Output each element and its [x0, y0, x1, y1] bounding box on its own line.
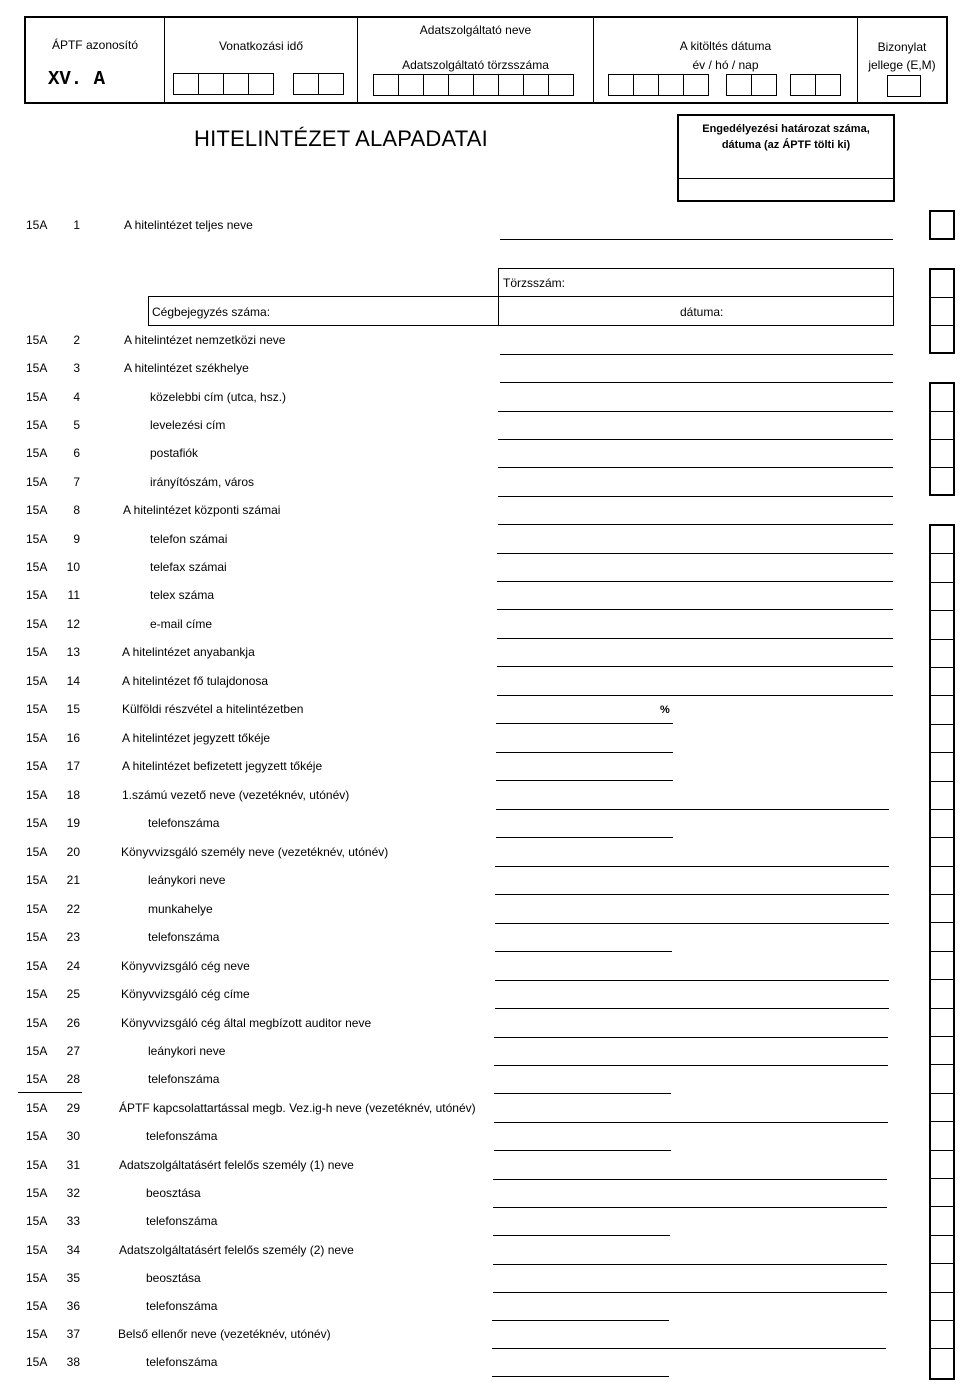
answer-line-6[interactable]: [498, 467, 893, 468]
answer-line-25[interactable]: [495, 1008, 889, 1009]
vonatkozasi-year-boxes[interactable]: [173, 73, 274, 95]
answer-line-9[interactable]: [497, 553, 893, 554]
row-number: 27: [66, 1044, 80, 1058]
row-code: 15A: [26, 987, 48, 1001]
answer-line-3[interactable]: [500, 382, 893, 383]
vonatkozasi-cell: [165, 18, 358, 102]
answer-line-14[interactable]: [497, 695, 893, 696]
row-label: közelebbi cím (utca, hsz.): [150, 390, 287, 404]
row-label: Könyvvizsgáló cég címe: [121, 987, 250, 1001]
answer-line-34[interactable]: [493, 1264, 887, 1265]
row-label: telefon számai: [150, 532, 228, 546]
engedelyezesi-text: [679, 121, 893, 153]
row-code: 15A: [26, 873, 48, 887]
bizonylat-cell: [858, 18, 946, 102]
form-row: [0, 1044, 974, 1080]
answer-line-35[interactable]: [493, 1292, 887, 1293]
aptf-value: XV. A: [48, 68, 106, 90]
row-number: 26: [66, 1016, 80, 1030]
check-box-group-2[interactable]: [929, 268, 955, 354]
row-number: 24: [66, 959, 80, 973]
row-code: 15A: [26, 390, 48, 404]
row-code: 15A: [26, 560, 48, 574]
row-label: beosztása: [146, 1271, 201, 1285]
answer-line-16[interactable]: [496, 752, 673, 753]
row-label: A hitelintézet teljes neve: [124, 218, 253, 232]
percent-sign: %: [660, 704, 670, 716]
aptf-cell: [26, 18, 165, 102]
row-code: 15A: [26, 475, 48, 489]
row-number: 23: [66, 930, 80, 944]
form-row: [0, 218, 974, 254]
row-code: 15A: [26, 532, 48, 546]
row-label: A hitelintézet jegyzett tőkéje: [122, 731, 271, 745]
adatszolgaltato-reg-boxes[interactable]: [373, 74, 574, 96]
row-label: A hitelintézet nemzetközi neve: [124, 333, 286, 347]
answer-line-22[interactable]: [495, 923, 889, 924]
row-number: 6: [73, 446, 80, 460]
row-number: 5: [73, 418, 80, 432]
answer-line-18[interactable]: [496, 809, 889, 810]
row-number: 25: [66, 987, 80, 1001]
form-row: [0, 1355, 974, 1391]
row-number: 22: [66, 902, 80, 916]
row-code: 15A: [26, 959, 48, 973]
row-label: A hitelintézet székhelye: [124, 361, 249, 375]
check-box-column[interactable]: [929, 524, 955, 1380]
form-row: [0, 588, 974, 624]
form-row: [0, 390, 974, 426]
answer-line-30[interactable]: [494, 1150, 671, 1151]
answer-line-23[interactable]: [495, 951, 672, 952]
row-label: Adatszolgáltatásért felelős személy (1) neve: [119, 1158, 354, 1172]
row-code: 15A: [26, 1243, 48, 1257]
form-row: [0, 503, 974, 539]
row-label: 1.számú vezető neve (vezetéknév, utónév): [122, 788, 350, 802]
row-label: telefonszáma: [148, 1072, 220, 1086]
row-number: 35: [66, 1271, 80, 1285]
row-label: irányítószám, város: [150, 475, 255, 489]
row-number: 14: [66, 674, 80, 688]
row-label: levelezési cím: [150, 418, 226, 432]
answer-line-20[interactable]: [495, 866, 889, 867]
row-code: 15A: [26, 1072, 48, 1086]
bizonylat-label-2: jellege (E,M): [868, 58, 936, 72]
row-number: 8: [73, 503, 80, 517]
row-label: A hitelintézet befizetett jegyzett tőkéje: [122, 759, 323, 773]
row-number: 36: [66, 1299, 80, 1313]
row-code: 15A: [26, 645, 48, 659]
row-code: 15A: [26, 1327, 48, 1341]
row-number: 18: [66, 788, 80, 802]
answer-line-28[interactable]: [494, 1093, 671, 1094]
form-row: [0, 418, 974, 454]
row-label: Külföldi részvétel a hitelintézetben: [122, 702, 304, 716]
row-code: 15A: [26, 1214, 48, 1228]
row-number: 15: [66, 702, 80, 716]
row-code: 15A: [26, 845, 48, 859]
row-label: telefonszáma: [146, 1355, 218, 1369]
row-number: 33: [66, 1214, 80, 1228]
answer-line-5[interactable]: [498, 439, 893, 440]
form-header: [24, 16, 948, 104]
row-code: 15A: [26, 759, 48, 773]
row-label: A hitelintézet központi számai: [123, 503, 281, 517]
engedelyezesi-divider: [679, 178, 893, 179]
answer-line-38[interactable]: [492, 1376, 669, 1377]
form-row: [0, 446, 974, 482]
row-code: 15A: [26, 1271, 48, 1285]
answer-line-19[interactable]: [496, 837, 673, 838]
adatszolgaltato-cell: [358, 18, 594, 102]
row-label: leánykori neve: [148, 873, 226, 887]
kitoltes-year-boxes[interactable]: [608, 74, 709, 96]
answer-line-11[interactable]: [497, 609, 893, 610]
row-code: 15A: [26, 816, 48, 830]
row-code: 15A: [26, 218, 48, 232]
row-label: A hitelintézet anyabankja: [122, 645, 255, 659]
row-label: A hitelintézet fő tulajdonosa: [122, 674, 269, 688]
row-label: telex száma: [150, 588, 215, 602]
row-code: 15A: [26, 1186, 48, 1200]
adatszolgaltato-name-label: Adatszolgáltató neve: [419, 23, 532, 37]
answer-line-24[interactable]: [495, 980, 889, 981]
row-code: 15A: [26, 1299, 48, 1313]
kitoltes-label: A kitöltés dátuma: [679, 39, 772, 53]
row-code: 15A: [26, 418, 48, 432]
row-label: e-mail címe: [150, 617, 213, 631]
form-row: [0, 845, 974, 881]
row-label: telefonszáma: [146, 1129, 218, 1143]
kitoltes-cell: [594, 18, 858, 102]
answer-line-15[interactable]: [496, 723, 673, 724]
row-label: telefonszáma: [146, 1299, 218, 1313]
row-number: 17: [66, 759, 80, 773]
answer-line-2[interactable]: [500, 354, 893, 355]
row-code: 15A: [26, 731, 48, 745]
form-row: [0, 532, 974, 568]
bizonylat-box[interactable]: [887, 75, 921, 97]
row-number: 37: [66, 1327, 80, 1341]
row-number: 7: [73, 475, 80, 489]
answer-line-7[interactable]: [498, 496, 893, 497]
kitoltes-month-boxes[interactable]: [726, 74, 777, 96]
bizonylat-label-1: Bizonylat: [877, 40, 927, 54]
engedelyezesi-line-1: Engedélyezési határozat száma,: [702, 123, 870, 135]
row-28-underline: [18, 1092, 82, 1093]
row-number: 10: [66, 560, 80, 574]
row-number: 3: [73, 361, 80, 375]
check-box-1[interactable]: [929, 210, 955, 240]
answer-line-32[interactable]: [493, 1207, 887, 1208]
answer-line-1[interactable]: [500, 239, 893, 240]
kitoltes-day-boxes[interactable]: [790, 74, 841, 96]
answer-line-29[interactable]: [494, 1122, 888, 1123]
answer-line-37[interactable]: [492, 1348, 886, 1349]
row-code: 15A: [26, 1129, 48, 1143]
row-number: 9: [73, 532, 80, 546]
row-label: postafiók: [150, 446, 199, 460]
row-number: 1: [73, 218, 80, 232]
row-number: 34: [66, 1243, 80, 1257]
form-row: [0, 873, 974, 909]
answer-line-21[interactable]: [495, 894, 889, 895]
answer-line-36[interactable]: [492, 1320, 669, 1321]
row-number: 11: [67, 588, 80, 602]
answer-line-31[interactable]: [493, 1179, 887, 1180]
row-number: 12: [66, 617, 80, 631]
page-title: HITELINTÉZET ALAPADATAI: [194, 126, 488, 151]
row-code: 15A: [26, 1101, 48, 1115]
row-label: telefax számai: [150, 560, 227, 574]
row-number: 21: [66, 873, 80, 887]
row-label: munkahelye: [148, 902, 213, 916]
row-code: 15A: [26, 1016, 48, 1030]
row-number: 38: [66, 1355, 80, 1369]
datuma-label: dátuma:: [680, 305, 724, 319]
row-code: 15A: [26, 446, 48, 460]
aptf-label: ÁPTF azonosító: [51, 38, 139, 52]
answer-line-10[interactable]: [497, 581, 893, 582]
row-code: 15A: [26, 902, 48, 916]
check-box-group-3[interactable]: [929, 382, 955, 496]
row-number: 31: [66, 1158, 80, 1172]
row-label: Könyvvizsgáló cég által megbízott auditor neve: [121, 1016, 372, 1030]
torzsszam-label: Törzsszám:: [503, 276, 566, 290]
row-code: 15A: [26, 702, 48, 716]
row-code: 15A: [26, 930, 48, 944]
row-label: telefonszáma: [148, 930, 220, 944]
form-row: [0, 788, 974, 824]
row-number: 30: [66, 1129, 80, 1143]
answer-line-8[interactable]: [498, 524, 893, 525]
row-code: 15A: [26, 617, 48, 631]
row-label: Könyvvizsgáló személy neve (vezetéknév, utónév): [121, 845, 389, 859]
row-label: telefonszáma: [148, 816, 220, 830]
row-number: 13: [66, 645, 80, 659]
engedelyezesi-line-2: dátuma (az ÁPTF tölti ki): [721, 139, 851, 151]
row-number: 19: [66, 816, 80, 830]
row-label: Belső ellenőr neve (vezetéknév, utónév): [118, 1327, 331, 1341]
row-number: 16: [66, 731, 80, 745]
adatszolgaltato-reg-label: Adatszolgáltató törzsszáma: [402, 58, 549, 72]
answer-line-13[interactable]: [497, 666, 893, 667]
form-row: [0, 1016, 974, 1052]
row-code: 15A: [26, 1355, 48, 1369]
row-label: Adatszolgáltatásért felelős személy (2) neve: [119, 1243, 354, 1257]
answer-line-12[interactable]: [497, 638, 893, 639]
answer-line-33[interactable]: [493, 1235, 670, 1236]
answer-line-27[interactable]: [494, 1065, 888, 1066]
form-row: [0, 560, 974, 596]
engedelyezesi-box[interactable]: [677, 114, 895, 202]
row-code: 15A: [26, 361, 48, 375]
row-number: 28: [66, 1072, 80, 1086]
row-label: leánykori neve: [148, 1044, 226, 1058]
row-label: ÁPTF kapcsolattartással megb. Vez.ig-h neve (vezetéknév, utónév): [119, 1101, 476, 1115]
row-number: 4: [73, 390, 80, 404]
row-code: 15A: [26, 1158, 48, 1172]
answer-line-26[interactable]: [494, 1037, 888, 1038]
row-number: 32: [66, 1186, 80, 1200]
form-row: [0, 902, 974, 938]
answer-line-17[interactable]: [496, 780, 673, 781]
row-code: 15A: [26, 503, 48, 517]
row-code: 15A: [26, 1044, 48, 1058]
row-label: telefonszáma: [146, 1214, 218, 1228]
answer-line-4[interactable]: [498, 411, 893, 412]
row-label: Könyvvizsgáló cég neve: [121, 959, 250, 973]
vonatkozasi-month-boxes[interactable]: [293, 73, 344, 95]
row-number: 20: [66, 845, 80, 859]
row-code: 15A: [26, 674, 48, 688]
row-code: 15A: [26, 588, 48, 602]
row-number: 2: [73, 333, 80, 347]
row-number: 29: [66, 1101, 80, 1115]
cegbejegyzes-label: Cégbejegyzés száma:: [152, 305, 271, 319]
row-code: 15A: [26, 788, 48, 802]
row-code: 15A: [26, 333, 48, 347]
vonatkozasi-label: Vonatkozási idő: [218, 39, 304, 53]
form-row: [0, 361, 974, 397]
kitoltes-sub-label: év / hó / nap: [692, 58, 759, 72]
row-label: beosztása: [146, 1186, 201, 1200]
